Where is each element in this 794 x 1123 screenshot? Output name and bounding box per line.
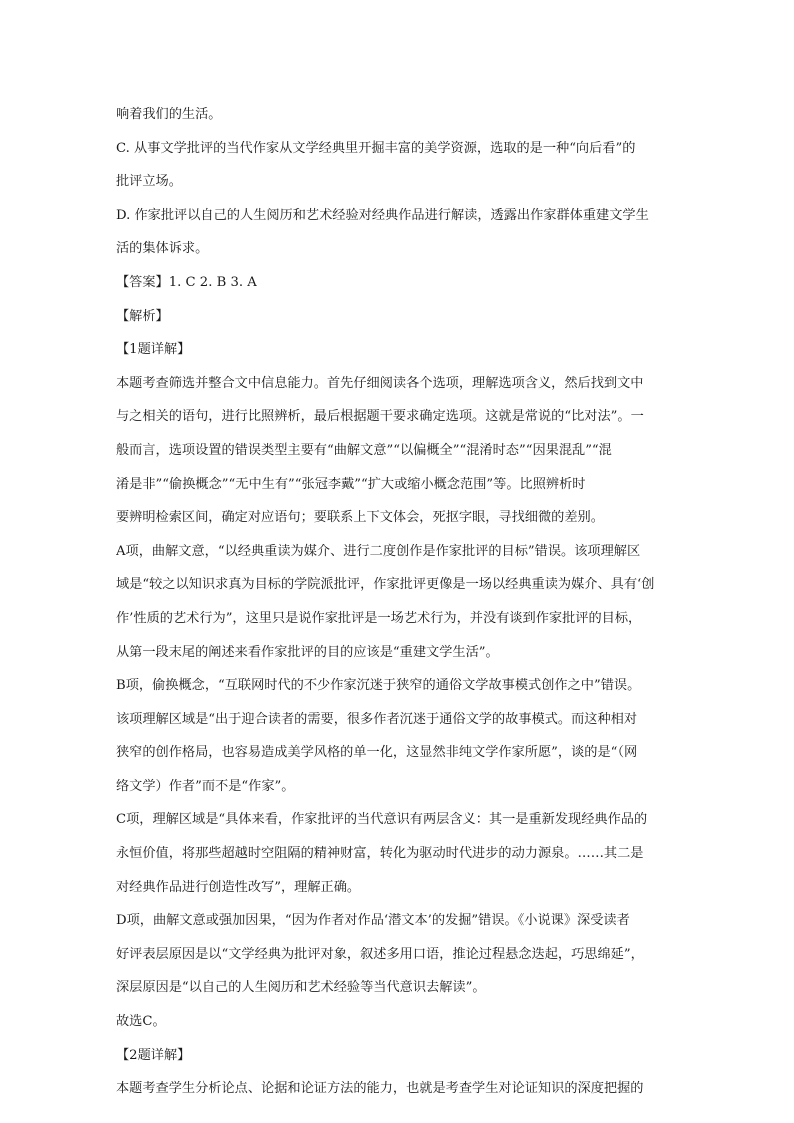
- text-line: 般而言，选项设置的错误类型主要有“曲解文意”“以偏概全”“混淆时态”“因果混乱”“混: [116, 442, 612, 458]
- text-line: 深层原因是“以自己的人生阅历和艺术经验等当代意识去解读”。: [116, 980, 486, 996]
- question-2-heading: 【2题详解】: [116, 1047, 191, 1063]
- question-1-heading: 【1题详解】: [116, 342, 191, 358]
- item-c-line: C项，理解区域是“具体来看，作家批评的当代意识有两层含义：其一是重新发现经典作品的: [116, 812, 648, 828]
- text-line: 响着我们的生活。: [116, 107, 222, 122]
- text-line: 要辨明检索区间，确定对应语句；要联系上下文体会，死抠字眼，寻找细微的差别。: [116, 510, 604, 526]
- item-b-line: B项，偷换概念，“互联网时代的不少作家沉迷于狭窄的通俗文学故事模式创作之中”错误。: [116, 678, 641, 694]
- text-line: 域是“较之以知识求真为目标的学院派批评，作家批评更像是一场以经典重读为媒介、具有‘创: [116, 577, 655, 593]
- option-c-line: C. 从事文学批评的当代作家从文学经典里开掘丰富的美学资源，选取的是一种“向后看”的: [116, 140, 636, 156]
- text-line: 从第一段末尾的阐述来看作家批评的目的应该是“重建文学生活”。: [116, 644, 499, 660]
- text-line: 与之相关的语句，进行比照辨析，最后根据题干要求确定选项。这就是常说的“比对法”。一: [116, 409, 644, 425]
- text-line: 本题考查学生分析论点、论据和论证方法的能力，也就是考查学生对论证知识的深度把握的: [116, 1081, 644, 1097]
- conclusion-line: 故选C。: [116, 1014, 166, 1030]
- text-line: 作’性质的艺术行为”，这里只是说作家批评是一场艺术行为，并没有谈到作家批评的目标，: [116, 610, 642, 626]
- text-line: 淆是非”“偷换概念”“无中生有”“张冠李戴”“扩大或缩小概念范围”等。比照辨析时: [116, 476, 586, 492]
- answer-line: 【答案】1. C 2. B 3. A: [116, 274, 257, 290]
- text-line: 狭窄的创作格局，也容易造成美学风格的单一化，这显然非纯文学作家所愿”，谈的是“（网: [116, 745, 638, 761]
- analysis-heading: 【解析】: [116, 308, 169, 324]
- option-d-line: D. 作家批评以自己的人生阅历和艺术经验对经典作品进行解读，透露出作家群体重建文学生: [116, 207, 649, 223]
- text-line: 该项理解区域是“出于迎合读者的需要，很多作者沉迷于通俗文学的故事模式。而这种相对: [116, 711, 638, 727]
- text-line: 本题考查筛选并整合文中信息能力。首先仔细阅读各个选项，理解选项含义，然后找到文中: [116, 375, 644, 391]
- text-line: 好评表层原因是以“文学经典为批评对象，叙述多用口语，推论过程悬念迭起，巧思绵延”，: [116, 946, 644, 962]
- text-line: 批评立场。: [116, 174, 182, 190]
- text-line: 活的集体诉求。: [116, 241, 209, 257]
- item-a-line: A项，曲解文意，“以经典重读为媒介、进行二度创作是作家批评的目标”错误。该项理解区: [116, 543, 641, 559]
- text-line: 永恒价值，将那些超越时空阻隔的精神财富，转化为驱动时代进步的动力源泉。……其二是: [116, 846, 644, 862]
- text-line: 对经典作品进行创造性改写”，理解正确。: [116, 879, 361, 895]
- text-line: 络文学）作者”而不是“作家”。: [116, 778, 295, 794]
- item-d-line: D项，曲解文意或强加因果，“因为作者对作品‘潜文本’的发掘”错误。《小说课》深受读者: [116, 913, 630, 929]
- document-page: [116, 98, 682, 1106]
